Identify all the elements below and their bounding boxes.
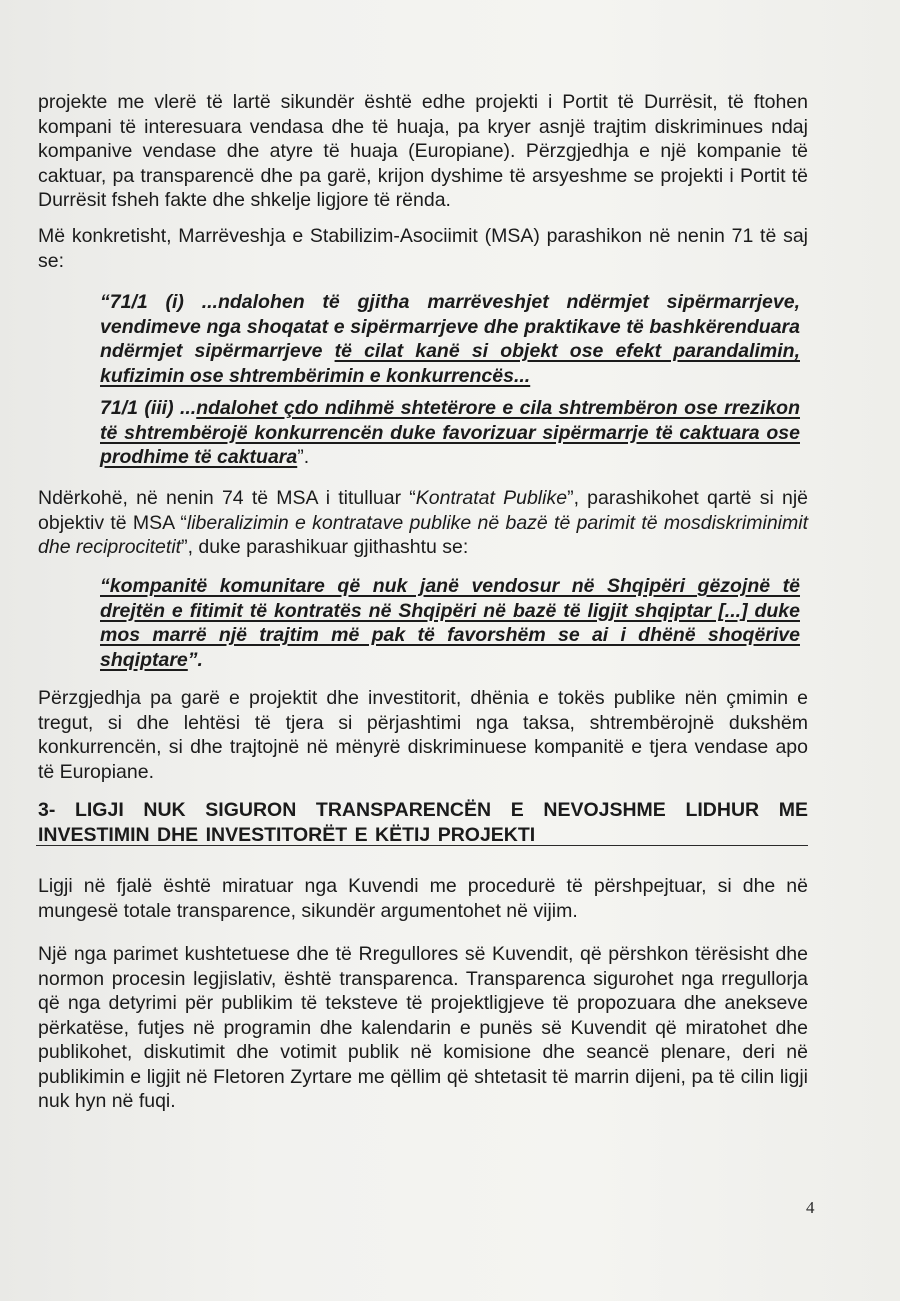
page-number: 4 <box>806 1198 815 1217</box>
quote-community-companies <box>100 574 800 672</box>
paragraph-transparency-principle: Një nga parimet kushtetuese dhe të Rregullores së Kuvendit, që përshkon tërësisht dhe normon procesin legjislativ, është transparenca. Transparenca sigurohet nga rregullorja që nga detyrimi për publikim të teksteve të projektligjeve të propozuara dhe anekseve përkatëse, futjes në programin dhe kalendarin e punës së Kuvendit që miratohet dhe publikohet, diskutimit dhe votimit publik në komisione dhe seancë plenare, deri në publikimin e ligjit në Fletoren Zyrtare me qëllim që shtetasit të marrin dijeni, pa të cilin ligji nuk hyn në fuqi. <box>38 943 808 1112</box>
quote-71-1-iii-underlined: ndalohet çdo ndihmë shtetërore e cila shtrembëron ose rrezikon të shtrembërojë konkurrencën duke favorizuar sipërmarrje të caktuara ose prodhime të caktuara <box>100 397 800 468</box>
p3-text-e: ”, duke parashikuar gjithashtu se: <box>181 536 469 558</box>
section-heading-3: 3- LIGJI NUK SIGURON TRANSPARENCËN E NEVOJSHME LIDHUR ME INVESTIMIN DHE INVESTITORËT E KËTIJ PROJEKTI <box>38 799 808 846</box>
quote-71-1-iii-ref: 71/1 (iii) ... <box>100 397 197 419</box>
paragraph-msa-article-71: Më konkretisht, Marrëveshja e Stabilizim-Asociimit (MSA) parashikon në nenin 71 të saj se: <box>38 225 808 272</box>
quote-community-companies-underlined: “kompanitë komunitare që nuk janë vendosur në Shqipëri gëzojnë të drejtën e fitimit të kontratës në Shqipëri në bazë të ligjit shqiptar [...] duke mos marrë një trajtim më pak të favorshëm se ai i dhënë shoqërive shqiptare <box>100 575 800 671</box>
p3-italic-objective: liberalizimin e kontratave publike në bazë të parimit të mosdiskriminimit dhe reciprocitetit <box>38 511 808 558</box>
paragraph-selection-without-tender: Përzgjedhja pa garë e projektit dhe investitorit, dhënia e tokës publike nën çmimin e tregut, si dhe lehtësi të tjera si përjashtimi nga taksa, shtrembërojnë dukshëm konkurrencën, si dhe trajtojnë në mënyrë diskriminuese kompanitë e tjera vendase apo të Europiane. <box>38 687 808 783</box>
heading-underline-rule <box>36 845 808 846</box>
p3-text-c: ”, parashikohet qartë si një objektiv të MSA “ <box>38 487 808 534</box>
paragraph-accelerated-procedure: Ligji në fjalë është miratuar nga Kuvendi me procedurë të përshpejtuar, si dhe në mungesë totale transparence, sikundër argumentohet në vijim. <box>38 875 808 922</box>
quote-71-1-i-text: “71/1 (i) ...ndalohen të gjitha marrëveshjet ndërmjet sipërmarrjeve, vendimeve nga shoqatat e sipërmarrjeve dhe praktikave të bashkërenduara ndërmjet sipërmarrjeve <box>100 291 800 362</box>
quote-article-71-1-i <box>100 290 800 388</box>
quote-community-companies-close: ”. <box>187 648 203 671</box>
quote-article-71-1-iii <box>100 396 800 470</box>
quote-71-1-iii-close: ”. <box>297 446 310 468</box>
paragraph-msa-article-74 <box>38 486 808 560</box>
quote-71-1-i-underlined: të cilat kanë si objekt ose efekt parandalimin, kufizimin ose shtrembërimin e konkurrencës... <box>100 340 800 387</box>
paragraph-port-durres: projekte me vlerë të lartë sikundër është edhe projekti i Portit të Durrësit, të ftohen kompani të interesuara vendasa dhe të huaja, pa kryer asnjë trajtim diskriminues ndaj kompanive vendase dhe atyre të huaja (Europiane). Përzgjedhja e një kompanie të caktuar, pa transparencë dhe pa garë, krijon dyshime të arsyeshme se projekti i Portit të Durrësit fsheh fakte dhe shkelje ligjore të rënda. <box>38 91 808 211</box>
p3-text-a: Ndërkohë, në nenin 74 të MSA i titulluar “ <box>38 487 416 509</box>
p3-italic-title: Kontratat Publike <box>415 487 568 509</box>
